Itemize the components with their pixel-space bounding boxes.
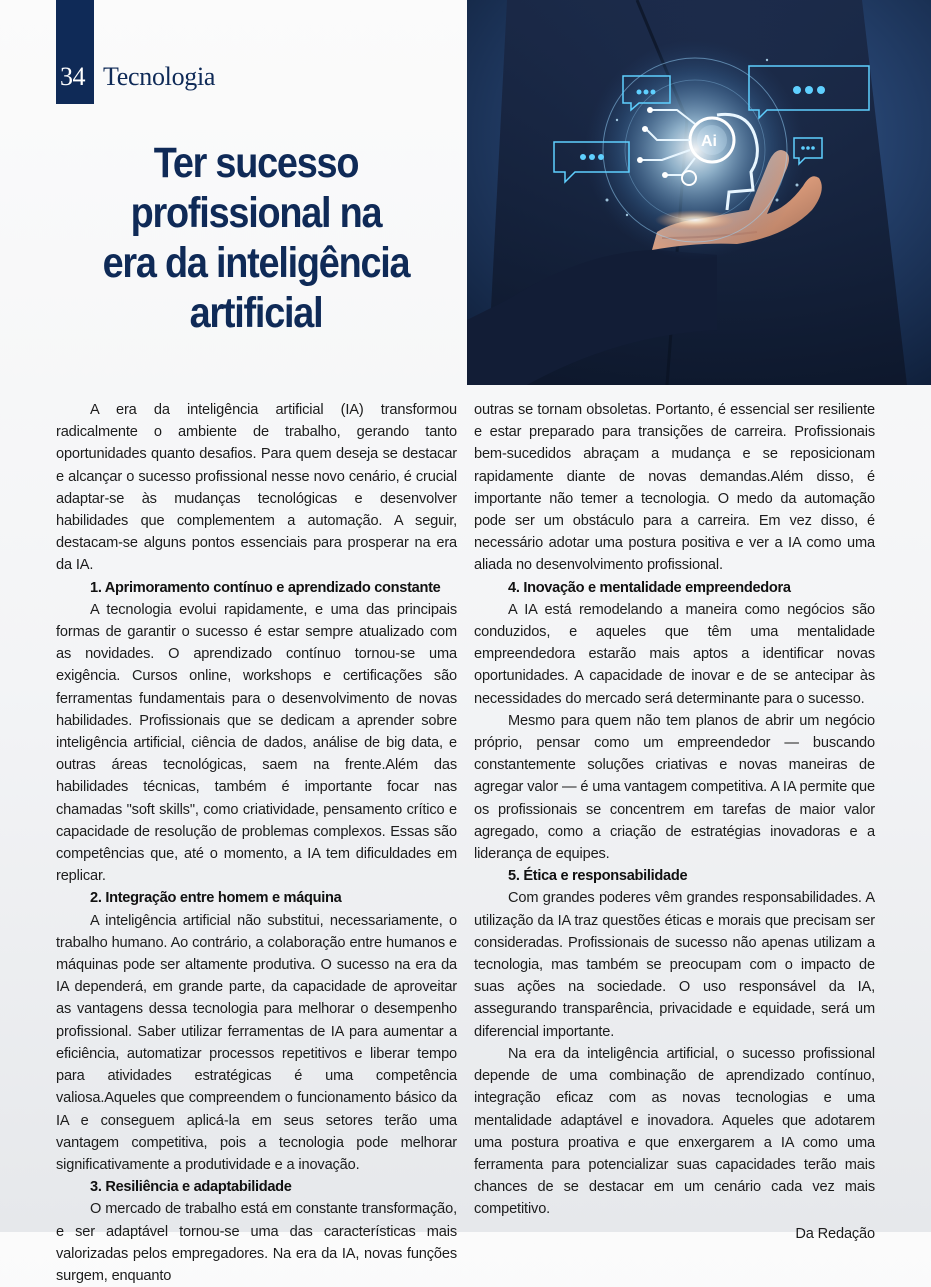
section-4-paragraph-1: A IA está remodelando a maneira como negócios são conduzidos, e aqueles que têm uma mentalidade empreendedora estarão mais aptos a identificar novas oportunidades. A capacidade de inovar e de se antecipar às necessidades do mercado será determinante para o sucesso. (474, 601, 875, 707)
section-heading-5: 5. Ética e responsabilidade (508, 868, 688, 885)
headline-line-3: era da inteligência (102, 239, 410, 287)
section-2-paragraph: A inteligência artificial não substitui, necessariamente, o trabalho humano. Ao contrário, a colaboração entre humanos e máquinas pode ser altamente produtiva. O sucesso na era da IA dependerá, em grande parte, da capacidade de aproveitar as vantagens dessa tecnologia para melhorar o desempenho profissional. Saber utilizar ferramentas de IA para aumentar a eficiência, automatizar processos repetitivos e liberar tempo para atividades estratégicas é uma competência valiosa.Aqueles que compreendem o funcionamento básico da IA e conseguem aplicá-la em seus setores terão uma vantagem competitiva, pois a tecnologia pode melhorar significativamente a produtividade e a inovação. (56, 912, 457, 1173)
headline-line-4: artificial (189, 289, 323, 337)
section-5-paragraph: Com grandes poderes vêm grandes responsabilidades. A utilização da IA traz questões éticas e morais que precisam ser consideradas. Profissionais de sucesso não apenas utilizam a tecnologia, mas também se preocupam com o impacto de suas ações na sociedade. O uso responsável da IA, assegurando transparência, privacidade e equidade, será um diferencial importante. (474, 890, 875, 1040)
section-4-paragraph-2: Mesmo para quem não tem planos de abrir um negócio próprio, pensar como um empreendedor — buscando constantemente soluções criativas e novas maneiras de agregar valor — é uma vantagem competitiva. A IA permite que os profissionais se concentrem em tarefas de maior valor agregado, como a criação de estratégias inovadoras e a liderança de equipes. (474, 712, 875, 863)
section-1-paragraph: A tecnologia evolui rapidamente, e uma das principais formas de garantir o sucesso é estar sempre atualizado com as novidades. O aprendizado contínuo tornou-se uma exigência. Cursos online, workshops e certificações são ferramentas fundamentais para o desenvolvimento de novas habilidades. Profissionais que se dedicam a aprender sobre inteligência artificial, ciência de dados, análise de big data, e outras áreas tecnológicas, saem na frente.Além das habilidades técnicas, também é importante focar nas chamadas "soft skills", como criatividade, pensamento crítico e capacidade de resolução de problemas complexos. Essas são competências que, até o momento, a IA tem dificuldades em replicar. (56, 601, 457, 885)
section-heading-3: 3. Resiliência e adaptabilidade (90, 1179, 292, 1196)
section-3-paragraph-continued: outras se tornam obsoletas. Portanto, é essencial ser resiliente e estar preparado para transições de carreira. Profissionais bem-sucedidos abraçam a mudança e se reposicionam rapidamente diante de novas demandas.Além disso, é importante não temer a tecnologia. O medo da automação pode ser um obstáculo para a carreira. Em vez disso, é necessário adotar uma postura positiva e ver a IA como uma aliada no desenvolvimento profissional. (474, 402, 875, 574)
section-heading-4: 4. Inovação e mentalidade empreendedora (508, 579, 791, 596)
section-title: Tecnologia (103, 62, 216, 91)
hero-photo (467, 0, 931, 385)
section-heading-2: 2. Integração entre homem e máquina (90, 890, 342, 907)
section-heading-1: 1. Aprimoramento contínuo e aprendizado constante (90, 579, 441, 596)
ai-hand-illustration (467, 0, 931, 385)
article-column-right (474, 399, 875, 1287)
author-signature: Da Redação (795, 1225, 875, 1242)
headline-line-1: Ter sucesso (153, 139, 359, 187)
article-headline (80, 138, 432, 338)
section-3-paragraph-start: O mercado de trabalho está em constante transformação, e ser adaptável tornou-se uma das características mais valorizadas pelos empregadores. Na era da IA, novas funções surgem, enquanto (56, 1201, 457, 1284)
article-column-left (56, 399, 457, 1287)
headline-line-2: profissional na (130, 189, 382, 237)
article-body (56, 399, 875, 1287)
page-number: 34 (60, 62, 85, 91)
ai-chip-label: Ai (701, 133, 717, 150)
intro-paragraph: A era da inteligência artificial (IA) transformou radicalmente o ambiente de trabalho, gerando tanto oportunidades quanto desafios. Para quem deseja se destacar e alcançar o sucesso profissional nesse novo cenário, é crucial adaptar-se às mudanças tecnológicas e desenvolver habilidades que complementem a automação. A seguir, destacam-se alguns pontos essenciais para prosperar na era da IA. (56, 402, 457, 574)
conclusion-paragraph: Na era da inteligência artificial, o sucesso profissional depende de uma combinação de aprendizado contínuo, integração eficaz com as novas tecnologias e uma mentalidade adaptável e inovadora. Aqueles que adotarem uma postura proativa e que enxergarem a IA como uma ferramenta para potencializar suas capacidades terão mais chances de se destacar em um cenário cada vez mais competitivo. (474, 1045, 875, 1218)
